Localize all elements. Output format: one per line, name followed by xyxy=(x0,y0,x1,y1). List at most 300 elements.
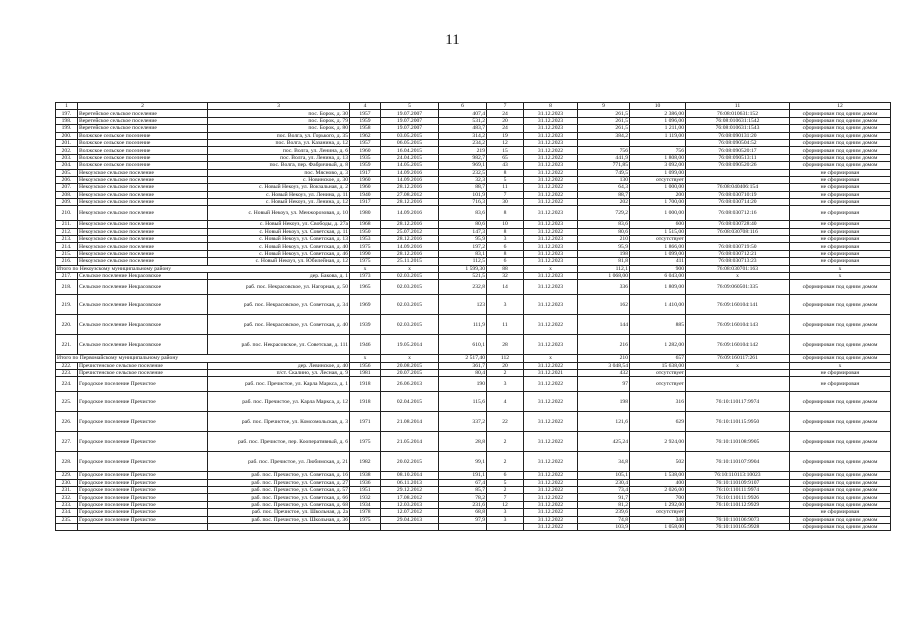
table-cell: раб. пос. Пречистое, ул. Карла Маркса, д. 1 xyxy=(208,377,350,392)
table-row xyxy=(56,184,891,191)
table-cell: 1940 xyxy=(350,191,381,198)
table-cell: 76:10:110113:10023 xyxy=(686,472,790,479)
table-cell: 197. xyxy=(56,110,78,117)
table-cell: 201. xyxy=(56,139,78,146)
table-cell: 76:08:040406:154 xyxy=(686,184,790,191)
table-cell: 1935 xyxy=(350,154,381,161)
table-cell: 1 809,00 xyxy=(630,280,686,295)
table-row xyxy=(56,452,891,472)
table-cell: 97 xyxy=(578,377,630,392)
table-cell: x xyxy=(350,355,381,362)
table-row xyxy=(56,479,891,486)
table-cell: 1 000,00 xyxy=(630,206,686,221)
table-cell: 1958 xyxy=(350,125,381,132)
table-cell: Некоузское сельское поселение xyxy=(78,206,208,221)
table-cell: раб. пос. Пречистое, ул. Советская, д. 27 xyxy=(208,479,350,486)
table-cell: 1957 xyxy=(350,139,381,146)
table-cell: 31.12.2023 xyxy=(524,117,578,124)
table-cell: 214. xyxy=(56,243,78,250)
table-cell: пос. Волга, ул. Ленина, д. 6 xyxy=(208,147,350,154)
table-cell: сформирован под одним домом xyxy=(790,452,891,472)
table-cell: 1 096,00 xyxy=(630,117,686,124)
table-cell: 112,1 xyxy=(578,265,630,272)
table-cell: отсутствует xyxy=(630,236,686,243)
table-cell xyxy=(686,169,790,176)
table-row xyxy=(56,273,891,280)
table-cell: 123 xyxy=(439,295,487,315)
table-cell: Сельское поселение Некрасовское xyxy=(78,335,208,355)
table-cell: Некоузское сельское поселение xyxy=(78,184,208,191)
header-cell: 4 xyxy=(350,103,381,110)
table-cell: 407,4 xyxy=(439,110,487,117)
table-cell: сформирован под одним домом xyxy=(790,355,891,362)
table-row xyxy=(56,176,891,183)
table-cell: 8 xyxy=(487,206,524,221)
table-cell: 1965 xyxy=(350,280,381,295)
table-cell: 229. xyxy=(56,472,78,479)
table-cell: не сформирован xyxy=(790,236,891,243)
table-cell: Городское поселение Пречистое xyxy=(78,516,208,523)
table-cell: 80,6 xyxy=(439,221,487,228)
table-cell: 1975 xyxy=(350,516,381,523)
table-cell: 76:09:160104:143 xyxy=(686,315,790,335)
table-cell: 1938 xyxy=(350,472,381,479)
table-cell: раб. пос. Пречистое, ул. Советская, д. 66 xyxy=(208,494,350,501)
table-cell: 31.12.2022 xyxy=(524,377,578,392)
table-cell: 85,7 xyxy=(439,486,487,493)
table-cell: 1950 xyxy=(350,228,381,235)
table-cell: 231,6 xyxy=(439,501,487,508)
table-cell: 76:09:160104:142 xyxy=(686,335,790,355)
table-cell: 1960 xyxy=(350,176,381,183)
table-cell: 239,6 xyxy=(578,509,630,516)
table-cell: 14.05.2015 xyxy=(381,162,439,169)
table-cell: раб. пос. Пречистое, ул. Карла Маркса, д. 12 xyxy=(208,392,350,412)
table-cell: 1960 xyxy=(350,147,381,154)
table-cell: 202. xyxy=(56,147,78,154)
table-cell: x xyxy=(790,273,891,280)
table-cell: 99,1 xyxy=(439,452,487,472)
table-cell: п/ст. Скалино, ул. Лесная, д. 9 xyxy=(208,369,350,376)
table-cell: 31.12.2022 xyxy=(524,184,578,191)
table-cell: 105,1 xyxy=(578,472,630,479)
table-cell: 31.12.2023 xyxy=(524,258,578,265)
table-cell: 8 xyxy=(487,228,524,235)
table-cell: 219. xyxy=(56,295,78,315)
table-cell xyxy=(350,523,381,530)
table-cell: сформирован под одним домом xyxy=(790,479,891,486)
table-cell: 771,85 xyxy=(578,162,630,169)
table-cell: 14.09.2016 xyxy=(381,243,439,250)
table-cell: 29.12.2012 xyxy=(381,486,439,493)
table-cell: 2 517,40 xyxy=(439,355,487,362)
table-cell: пос. Волга, ул. Горького, д. 35 xyxy=(208,132,350,139)
table-cell: 31.12.2022 xyxy=(524,191,578,198)
table-cell: сформирован под одним домом xyxy=(790,335,891,355)
table-cell: 73,4 xyxy=(578,486,630,493)
table-cell: 76:10:110112:9929 xyxy=(686,501,790,508)
table-cell: 76:08:030728:40 xyxy=(686,221,790,228)
table-cell: 1980 xyxy=(350,206,381,221)
table-cell: Веретейское сельское поселение xyxy=(78,117,208,124)
table-cell: 3 048,54 xyxy=(578,362,630,369)
table-cell: 1959 xyxy=(350,117,381,124)
table-cell: 24.04.2015 xyxy=(381,154,439,161)
table-cell: 20 xyxy=(487,362,524,369)
table-cell: не сформирован xyxy=(790,199,891,206)
table-cell xyxy=(78,523,208,530)
table-cell: 08.10.2014 xyxy=(381,472,439,479)
table-cell: 76:08:030708:116 xyxy=(686,228,790,235)
table-cell: с. Новый Некоуз, ул. Советская, д. 46 xyxy=(208,250,350,257)
table-cell: 219 xyxy=(439,147,487,154)
table-cell: 31.12.2022 xyxy=(524,494,578,501)
table-cell: 1969 xyxy=(350,295,381,315)
table-cell: сформирован под одним домом xyxy=(790,315,891,335)
table-cell: 21.08.2014 xyxy=(381,412,439,432)
table-cell: раб. пос. Некрасовское, ул. Советская, д. 40 xyxy=(208,315,350,335)
table-cell: Пречистенское сельское поселение xyxy=(78,362,208,369)
table-cell: 88,7 xyxy=(578,191,630,198)
table-cell xyxy=(686,377,790,392)
table-row xyxy=(56,516,891,523)
table-cell: 02.03.2015 xyxy=(381,295,439,315)
table-cell: 1917 xyxy=(350,199,381,206)
table-cell: не сформирован xyxy=(790,258,891,265)
table-cell: пос. Борок, д. 80 xyxy=(208,125,350,132)
table-cell: 600 xyxy=(630,221,686,228)
table-row xyxy=(56,295,891,315)
table-cell: 74,8 xyxy=(578,516,630,523)
table-cell: 20.08.2015 xyxy=(381,362,439,369)
table-cell: Городское поселение Пречистое xyxy=(78,494,208,501)
table-cell: 210 xyxy=(578,355,630,362)
table-cell: 234. xyxy=(56,509,78,516)
table-cell: 81,8 xyxy=(578,258,630,265)
table-cell: 224. xyxy=(56,377,78,392)
table-cell: не сформирован xyxy=(790,377,891,392)
table-cell: 361,7 xyxy=(439,362,487,369)
table-cell: 76:10:110109:9107 xyxy=(686,479,790,486)
table-cell: 12.07.2012 xyxy=(381,509,439,516)
table-cell: 198 xyxy=(578,250,630,257)
table-row xyxy=(56,315,891,335)
table-cell: сформирован под одним домом xyxy=(790,295,891,315)
table-cell: 31.12.2023 xyxy=(524,132,578,139)
table-cell: 101,9 xyxy=(439,191,487,198)
table-cell: 28.12.2016 xyxy=(381,236,439,243)
table-cell: 217. xyxy=(56,273,78,280)
table-cell: 716,3 xyxy=(439,199,487,206)
table-cell: 31.12.2021 xyxy=(524,369,578,376)
table-cell: сформирован под одним домом xyxy=(790,147,891,154)
table-cell: Некоузское сельское поселение xyxy=(78,250,208,257)
table-cell: 5 xyxy=(487,479,524,486)
table-cell: Некоузское сельское поселение xyxy=(78,221,208,228)
table-cell: 16.04.2015 xyxy=(381,147,439,154)
table-cell: Городское поселение Пречистое xyxy=(78,472,208,479)
table-cell: 28.12.2016 xyxy=(381,221,439,228)
table-cell: 209. xyxy=(56,199,78,206)
table-row xyxy=(56,139,891,146)
table-cell: 02.04.2015 xyxy=(381,392,439,412)
table-cell: x xyxy=(350,265,381,272)
table-cell: 31.12.2023 xyxy=(524,243,578,250)
table-cell: 20 xyxy=(487,117,524,124)
table-cell: Веретейское сельское поселение xyxy=(78,110,208,117)
table-cell: Сельское поселение Некрасовское xyxy=(78,315,208,335)
header-cell: 1 xyxy=(56,103,78,110)
table-cell: 31.12.2023 xyxy=(524,221,578,228)
table-cell: раб. пос. Пречистое, ул. Школьная, д. 36 xyxy=(208,516,350,523)
table-cell: сформирован под одним домом xyxy=(790,494,891,501)
table-cell: 1 099,00 xyxy=(630,169,686,176)
table-cell: 31.12.2022 xyxy=(524,501,578,508)
table-cell: 2 924,00 xyxy=(630,432,686,452)
total-row xyxy=(56,355,891,362)
table-cell: 211. xyxy=(56,221,78,228)
table-cell: 200. xyxy=(56,132,78,139)
table-cell: 215. xyxy=(56,250,78,257)
table-cell: 8 xyxy=(487,250,524,257)
table-cell: раб. пос. Пречистое, ул. Школьная, д. 2а xyxy=(208,509,350,516)
table-cell: 31.12.2023 xyxy=(524,236,578,243)
table-cell: Волжское сельское поселение xyxy=(78,147,208,154)
table-cell: 1953 xyxy=(350,236,381,243)
table-cell: 191,1 xyxy=(439,472,487,479)
table-cell: 80,4 xyxy=(439,369,487,376)
table-cell: не сформирован xyxy=(790,221,891,228)
table-cell: сформирован под одним домом xyxy=(790,523,891,530)
table-cell: 28.12.2016 xyxy=(381,184,439,191)
table-cell: 900 xyxy=(630,265,686,272)
table-cell: отсутствует xyxy=(630,377,686,392)
table-cell: 210 xyxy=(578,236,630,243)
table-cell: 4 xyxy=(487,392,524,412)
table-cell: 76:10:110108:9905 xyxy=(686,432,790,452)
table-cell: Городское поселение Пречистое xyxy=(78,412,208,432)
table-cell: 28,8 xyxy=(439,432,487,452)
table-cell: 21.05.2014 xyxy=(381,432,439,452)
table-cell: 1968 xyxy=(350,221,381,228)
table-cell: Волжское сельское поселение xyxy=(78,132,208,139)
table-cell: 12 xyxy=(487,501,524,508)
table-cell: 06.11.2013 xyxy=(381,479,439,486)
table-cell: Некоузское сельское поселение xyxy=(78,236,208,243)
header-cell: 12 xyxy=(790,103,891,110)
table-cell: Городское поселение Пречистое xyxy=(78,501,208,508)
header-cell: 9 xyxy=(578,103,630,110)
table-cell: 144 xyxy=(578,315,630,335)
table-cell: 5 xyxy=(487,176,524,183)
table-cell: 969,1 xyxy=(439,162,487,169)
table-cell: 95,9 xyxy=(578,243,630,250)
table-cell: 31.12.2022 xyxy=(524,169,578,176)
table-cell: Веретейское сельское поселение xyxy=(78,125,208,132)
table-cell: 1 058,00 xyxy=(630,523,686,530)
table-cell: 31.12.2022 xyxy=(524,315,578,335)
table-cell: пос. Волга, пер. Фабричный, д. 8 xyxy=(208,162,350,169)
table-cell: 31.12.2022 xyxy=(524,472,578,479)
table-cell: 221. xyxy=(56,335,78,355)
table-cell: 29.04.2013 xyxy=(381,516,439,523)
table-cell: 6 xyxy=(487,258,524,265)
table-cell: 261,5 xyxy=(578,117,630,124)
table-cell: 2 xyxy=(487,452,524,472)
table-row xyxy=(56,206,891,221)
table-cell: 1 282,00 xyxy=(630,335,686,355)
table-cell: 103,9 xyxy=(578,523,630,530)
table-cell: 234,2 xyxy=(439,139,487,146)
table-cell: 222. xyxy=(56,362,78,369)
table-cell: 1 599,30 xyxy=(439,265,487,272)
table-cell: 76:08:030710:19 xyxy=(686,191,790,198)
table-cell: 1956 xyxy=(350,362,381,369)
table-cell: не сформирован xyxy=(790,243,891,250)
table-cell: 83,6 xyxy=(439,206,487,221)
table-cell: 1 410,00 xyxy=(630,295,686,315)
table-cell: 3 xyxy=(487,236,524,243)
table-cell: 31.12.2023 xyxy=(524,110,578,117)
table-cell: Некоузское сельское поселение xyxy=(78,228,208,235)
table-row xyxy=(56,335,891,355)
table-cell: сформирован под одним домом xyxy=(790,139,891,146)
total-label: Итого по Первомайскому муниципальному району xyxy=(56,355,350,362)
table-cell: 76:10:110115:9950 xyxy=(686,412,790,432)
table-cell: 261,5 xyxy=(578,110,630,117)
table-row xyxy=(56,199,891,206)
table-cell: сформирован под одним домом xyxy=(790,412,891,432)
table-cell: 76:10:110106:9073 xyxy=(686,516,790,523)
table-row xyxy=(56,125,891,132)
table-cell: сформирован под одним домом xyxy=(790,132,891,139)
table-cell: 198. xyxy=(56,117,78,124)
table-cell: 25.07.2012 xyxy=(381,228,439,235)
table-cell: Городское поселение Пречистое xyxy=(78,377,208,392)
table-cell: 1975 xyxy=(350,258,381,265)
table-cell: 2 386,00 xyxy=(630,110,686,117)
table-cell: дер. Левинское, д. 40 xyxy=(208,362,350,369)
table-cell: с. Новый Некоуз, ул. Советская, д. 40 xyxy=(208,243,350,250)
table-cell: Городское поселение Пречистое xyxy=(78,486,208,493)
table-cell: 31.12.2022 xyxy=(524,523,578,530)
table-cell: не сформирован xyxy=(790,191,891,198)
table-cell: 1 515,00 xyxy=(630,228,686,235)
table-cell: 1971 xyxy=(350,412,381,432)
table-cell: 76:08:010631:1542 xyxy=(686,117,790,124)
table-cell: 31.12.2022 xyxy=(524,412,578,432)
table-cell: 15 xyxy=(487,147,524,154)
table-cell: 230. xyxy=(56,479,78,486)
table-cell: 1 538,00 xyxy=(630,472,686,479)
table-cell: 24 xyxy=(487,125,524,132)
table-cell: пос. Волга, ул. Казанина, д. 12 xyxy=(208,139,350,146)
table-cell: 31.12.2022 xyxy=(524,199,578,206)
table-cell xyxy=(686,176,790,183)
table-cell: 7 xyxy=(487,191,524,198)
table-cell: 220. xyxy=(56,315,78,335)
table-cell: 76:09:160104:141 xyxy=(686,295,790,315)
table-cell: Волжское сельское поселение xyxy=(78,162,208,169)
table-cell: 32 xyxy=(487,273,524,280)
table-cell: 28.12.2016 xyxy=(381,250,439,257)
table-cell: 76:09:060501:335 xyxy=(686,280,790,295)
table-cell: 20.02.2015 xyxy=(381,452,439,472)
table-cell: Некоузское сельское поселение xyxy=(78,199,208,206)
table-cell: сформирован под одним домом xyxy=(790,162,891,169)
table-cell: 83,6 xyxy=(578,221,630,228)
table-cell xyxy=(487,523,524,530)
table-cell: 78,2 xyxy=(439,494,487,501)
table-cell: x xyxy=(381,355,439,362)
table-cell: 31.12.2023 xyxy=(524,335,578,355)
table-cell: 31.12.2023 xyxy=(524,295,578,315)
table-cell: 206. xyxy=(56,176,78,183)
table-cell: 19.07.2007 xyxy=(381,117,439,124)
table-cell: не сформирован xyxy=(790,169,891,176)
table-cell: пос. Борок, д. 30 xyxy=(208,110,350,117)
table-cell: с. Новый Некоуз, ул. Свободы, д. 27а xyxy=(208,221,350,228)
table-cell: сформирован под одним домом xyxy=(790,125,891,132)
table-cell: 232. xyxy=(56,494,78,501)
table-cell: 1939 xyxy=(350,315,381,335)
table-cell: 1962 xyxy=(350,132,381,139)
table-row xyxy=(56,258,891,265)
table-cell: 261,5 xyxy=(578,125,630,132)
table-cell: x xyxy=(524,265,578,272)
table-cell: 2 026,00 xyxy=(630,486,686,493)
table-cell: 31.12.2022 xyxy=(524,147,578,154)
table-cell: 65 xyxy=(487,154,524,161)
header-cell: 2 xyxy=(78,103,208,110)
table-cell: сформирован под одним домом xyxy=(790,110,891,117)
table-cell: 76:10:110111:9926 xyxy=(686,494,790,501)
table-cell: 233. xyxy=(56,501,78,508)
table-row xyxy=(56,117,891,124)
table-cell: 28 xyxy=(487,335,524,355)
table-cell: 230,4 xyxy=(578,479,630,486)
table-cell: 68,8 xyxy=(439,509,487,516)
table-cell: 31.12.2023 xyxy=(524,125,578,132)
table-cell: 348 xyxy=(630,516,686,523)
table-cell: 1982 xyxy=(350,452,381,472)
table-cell: Волжское сельское поселение xyxy=(78,139,208,146)
table-cell: 657 xyxy=(630,355,686,362)
table-cell: пос. Мясново, д. 3 xyxy=(208,169,350,176)
table-cell: 1978 xyxy=(350,509,381,516)
table-cell: сформирован под одним домом xyxy=(790,117,891,124)
header-cell: 10 xyxy=(630,103,686,110)
table-cell: 210. xyxy=(56,206,78,221)
table-cell: пос. Волга, ул. Ленина, д. 13 xyxy=(208,154,350,161)
table-cell: 729,2 xyxy=(578,206,630,221)
table-cell: 1 211,00 xyxy=(630,125,686,132)
table-cell: раб. пос. Некрасовское, ул. Нагорная, д. 50 xyxy=(208,280,350,295)
table-cell xyxy=(56,523,78,530)
table-cell: 88,7 xyxy=(439,184,487,191)
table-cell: 7 xyxy=(487,494,524,501)
table-cell: Волжское сельское поселение xyxy=(78,154,208,161)
table-cell: с. Новый Некоуз, ул. Ленина, д. 11 xyxy=(208,191,350,198)
table-row xyxy=(56,486,891,493)
table-cell: 76:10:110111:9974 xyxy=(686,486,790,493)
table-cell: Сельское поселение Некрасовское xyxy=(78,273,208,280)
table-cell: 1981 xyxy=(350,369,381,376)
table-cell: 1975 xyxy=(350,432,381,452)
table-cell: 76:08:010631:152 xyxy=(686,110,790,117)
table-cell: 112,5 xyxy=(439,258,487,265)
table-cell: 228. xyxy=(56,452,78,472)
